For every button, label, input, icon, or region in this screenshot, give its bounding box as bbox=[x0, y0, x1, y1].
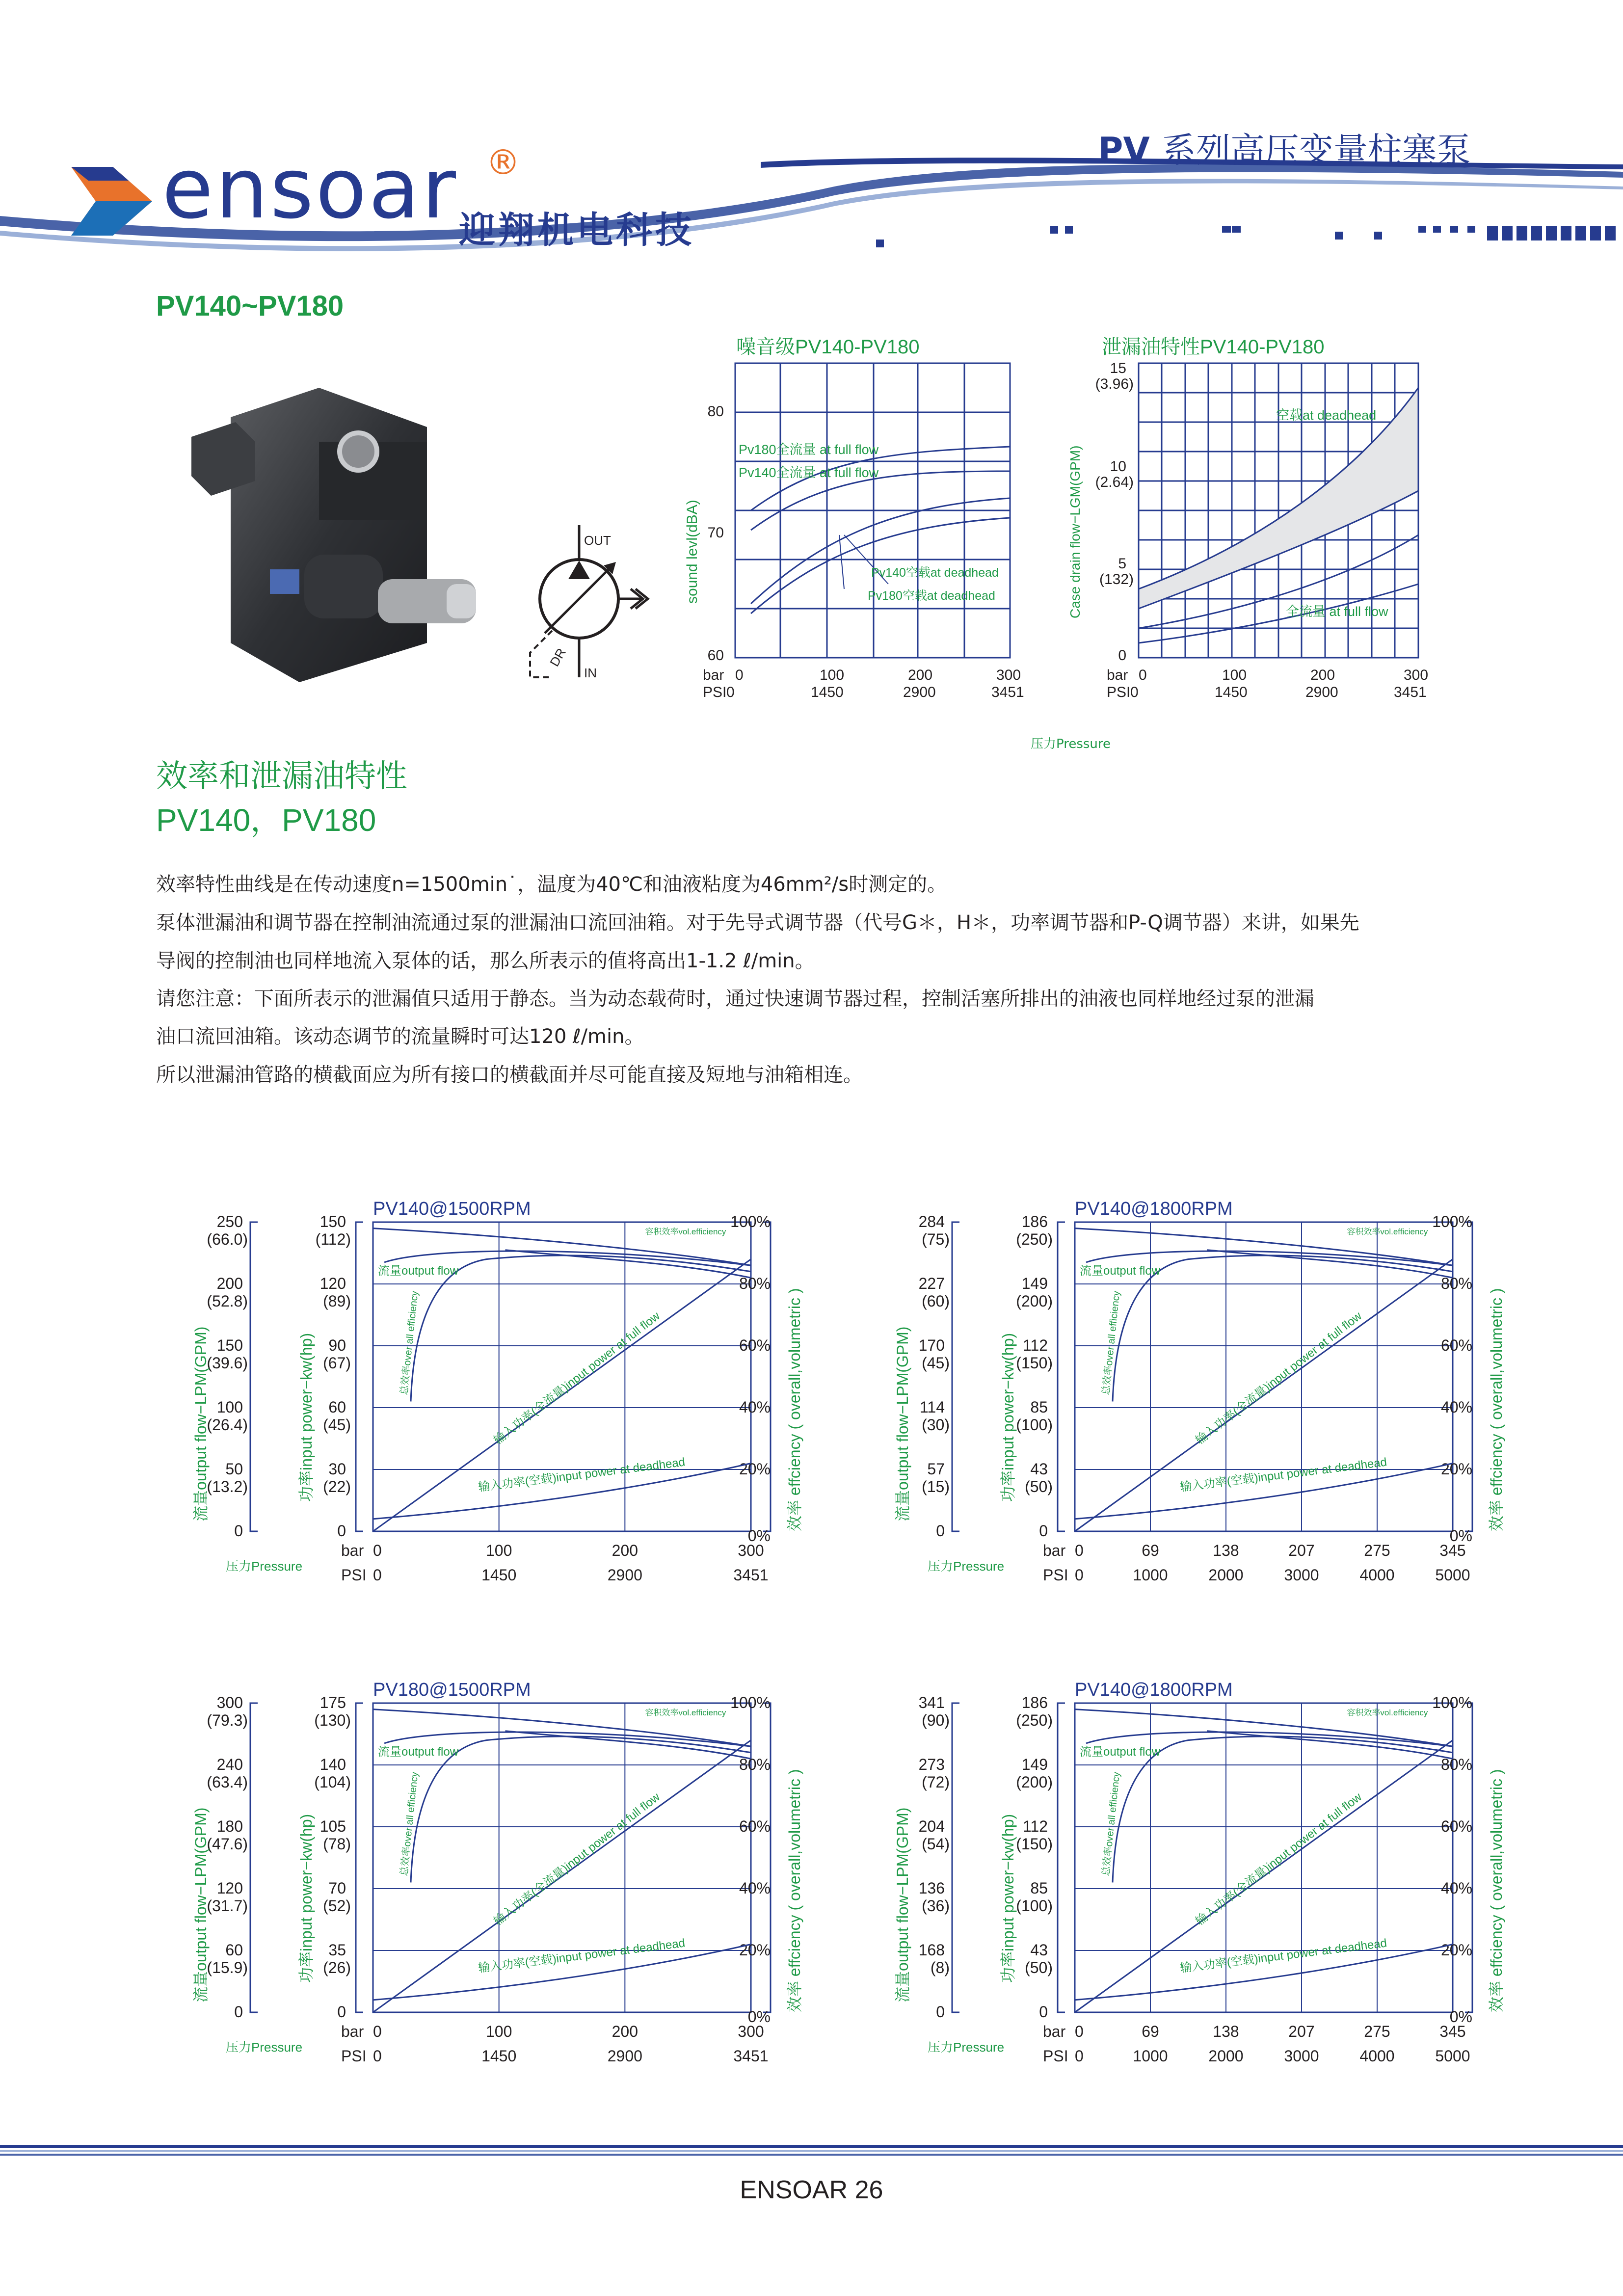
bar-tick: 0 bbox=[373, 1542, 382, 1559]
power-tick: 150 bbox=[319, 1213, 346, 1230]
power-tick: 140 bbox=[319, 1756, 346, 1773]
power-tick: 35 bbox=[328, 1941, 346, 1959]
flow-tick: 204 bbox=[918, 1817, 945, 1835]
drain-xtick: 200 bbox=[1310, 667, 1335, 683]
flow-tick-gpm: (15.9) bbox=[207, 1959, 248, 1976]
pct-tick: 20% bbox=[1440, 1941, 1472, 1959]
power-tick-hp: (150) bbox=[1016, 1835, 1053, 1853]
drain-psitick: 2900 bbox=[1305, 684, 1338, 700]
flow-tick: 200 bbox=[216, 1275, 243, 1292]
noise-grid bbox=[735, 363, 1010, 658]
vol-eff-label: 容积效率vol.efficiency bbox=[645, 1227, 726, 1236]
power-tick: 0 bbox=[1039, 2003, 1048, 2021]
pressure-caption: 压力Pressure bbox=[928, 1559, 1005, 1574]
psi-tick: 1450 bbox=[481, 1566, 517, 1584]
flow-tick: 168 bbox=[918, 1941, 945, 1959]
perf-chart bbox=[849, 1193, 1512, 1634]
flow-axis-title: 流量output flow−LPM(GPM) bbox=[894, 1326, 911, 1522]
bar-tick: 207 bbox=[1288, 2023, 1315, 2040]
psi-tick: 5000 bbox=[1435, 1566, 1470, 1584]
flow-tick: 120 bbox=[216, 1879, 243, 1897]
pct-tick: 100% bbox=[1432, 1694, 1472, 1711]
noise-label-4: Pv180空载at deadhead bbox=[868, 589, 995, 603]
flow-tick-gpm: (15) bbox=[922, 1478, 950, 1495]
flow-tick-gpm: (8) bbox=[930, 1959, 950, 1976]
noise-ytick: 80 bbox=[707, 403, 724, 420]
eff-axis-title: 效率 effciency ( overall,volumetric ) bbox=[1488, 1288, 1505, 1531]
flow-tick-gpm: (45) bbox=[922, 1354, 950, 1372]
bar-tick: 200 bbox=[612, 2023, 639, 2040]
flow-tick: 180 bbox=[216, 1817, 243, 1835]
drain-xtick: 0 bbox=[1139, 667, 1147, 683]
full-flow-power-label: 输入功率(全流量)input power at full flow bbox=[491, 1790, 663, 1928]
pct-tick: 40% bbox=[739, 1398, 771, 1416]
flow-axis-title: 流量output flow−LPM(GPM) bbox=[192, 1807, 210, 2002]
bar-tick: 345 bbox=[1439, 1542, 1466, 1559]
power-tick-hp: (200) bbox=[1016, 1292, 1053, 1310]
drain-chart bbox=[1060, 329, 1448, 712]
power-tick: 85 bbox=[1030, 1879, 1048, 1897]
flow-tick: 240 bbox=[216, 1756, 243, 1773]
drain-xtick: 100 bbox=[1222, 667, 1247, 683]
power-tick-hp: (50) bbox=[1025, 1959, 1053, 1976]
flow-tick-gpm: (30) bbox=[922, 1416, 950, 1434]
deadhead-power-label: 输入功率(空载)input power at deadhead bbox=[1179, 1936, 1388, 1976]
flow-tick: 150 bbox=[216, 1336, 243, 1354]
logo-icon bbox=[71, 167, 152, 236]
perf-chart bbox=[147, 1674, 810, 2115]
vol-eff-label: 容积效率vol.efficiency bbox=[645, 1708, 726, 1717]
bar-tick: 69 bbox=[1142, 2023, 1159, 2040]
pct-tick: 80% bbox=[1440, 1756, 1472, 1773]
pct-tick: 80% bbox=[739, 1756, 771, 1773]
brand-cn: 迎翔机电科技 bbox=[459, 209, 694, 251]
perf-chart-title: PV140@1800RPM bbox=[1075, 1680, 1233, 1700]
flow-tick-gpm: (72) bbox=[922, 1773, 950, 1791]
in-label: IN bbox=[584, 666, 597, 680]
noise-bar-label: bar bbox=[703, 667, 724, 683]
paragraph-line: 所以泄漏油管路的横截面应为所有接口的横截面并尽可能直接及短地与油箱相连。 bbox=[156, 1064, 863, 1086]
bar-tick: 207 bbox=[1288, 1542, 1315, 1559]
flow-tick-gpm: (47.6) bbox=[207, 1835, 248, 1853]
power-tick: 60 bbox=[328, 1398, 346, 1416]
power-tick: 43 bbox=[1030, 1941, 1048, 1959]
bar-tick: 69 bbox=[1142, 1542, 1159, 1559]
bar-tick: 345 bbox=[1439, 2023, 1466, 2040]
flow-axis-title: 流量output flow−LPM(GPM) bbox=[192, 1326, 210, 1522]
power-tick: 30 bbox=[328, 1460, 346, 1478]
drain-psitick: 0 bbox=[1130, 684, 1139, 700]
flow-tick: 0 bbox=[936, 1522, 945, 1540]
pct-tick: 0% bbox=[747, 1527, 771, 1545]
flow-label: 流量output flow bbox=[378, 1745, 459, 1759]
series-prefix: PV bbox=[1098, 130, 1150, 170]
power-axis-title: 功率input power−kw(hp) bbox=[297, 1814, 315, 1983]
psi-tick: 1450 bbox=[481, 2047, 517, 2065]
power-tick-hp: (52) bbox=[323, 1897, 351, 1915]
flow-tick-gpm: (66.0) bbox=[207, 1230, 248, 1248]
flow-tick-gpm: (52.8) bbox=[207, 1292, 248, 1310]
noise-title: 噪音级PV140-PV180 bbox=[736, 336, 920, 358]
drain-psitick: 1450 bbox=[1215, 684, 1248, 700]
pressure-caption: 压力Pressure bbox=[226, 2040, 303, 2055]
noise-xtick: 200 bbox=[908, 667, 933, 683]
pct-tick: 40% bbox=[739, 1879, 771, 1897]
power-tick-hp: (22) bbox=[323, 1478, 351, 1495]
flow-tick-gpm: (31.7) bbox=[207, 1897, 248, 1915]
power-tick: 149 bbox=[1021, 1756, 1048, 1773]
psi-tick: 4000 bbox=[1359, 1566, 1395, 1584]
noise-psitick: 3451 bbox=[991, 684, 1024, 700]
flow-tick: 100 bbox=[216, 1398, 243, 1416]
deadhead-power-label: 输入功率(空载)input power at deadhead bbox=[1179, 1455, 1388, 1495]
efficiency-subtitle: PV140，PV180 bbox=[156, 802, 376, 838]
full-flow-power-label: 输入功率(全流量)input power at full flow bbox=[1193, 1309, 1364, 1447]
flow-tick: 170 bbox=[918, 1336, 945, 1354]
power-axis-title: 功率input power−kw(hp) bbox=[297, 1333, 315, 1502]
pct-tick: 80% bbox=[1440, 1275, 1472, 1292]
drain-ylabel: Case drain flow−LGM(GPM) bbox=[1067, 445, 1083, 618]
pct-tick: 40% bbox=[1440, 1879, 1472, 1897]
flow-axis bbox=[250, 1222, 258, 1531]
flow-label: 流量output flow bbox=[1080, 1745, 1161, 1759]
flow-tick: 50 bbox=[225, 1460, 243, 1478]
pct-tick: 80% bbox=[739, 1275, 771, 1292]
perf-chart-title: PV140@1500RPM bbox=[373, 1199, 531, 1219]
paragraph-line: 请您注意：下面所表示的泄漏值只适用于静态。当为动态载荷时，通过快速调节器过程，控制活塞所排出的油液也同样地经过泵的泄漏 bbox=[156, 988, 1314, 1010]
pct-tick: 60% bbox=[1440, 1817, 1472, 1835]
flow-tick-gpm: (36) bbox=[922, 1897, 950, 1915]
power-tick-hp: (104) bbox=[314, 1773, 351, 1791]
psi-tick: 4000 bbox=[1359, 2047, 1395, 2065]
bar-label: bar bbox=[1043, 2023, 1066, 2040]
pct-tick: 100% bbox=[730, 1213, 771, 1230]
flow-tick: 0 bbox=[234, 2003, 243, 2021]
noise-ytick: 70 bbox=[707, 525, 724, 541]
paragraph-line: 导阀的控制油也同样地流入泵体的话，那么所表示的值将高出1-1.2 ℓ/min。 bbox=[156, 950, 815, 972]
power-tick: 112 bbox=[1022, 1817, 1048, 1835]
drain-ytick: (2.64) bbox=[1095, 474, 1134, 490]
power-tick-hp: (45) bbox=[323, 1416, 351, 1434]
flow-tick: 341 bbox=[918, 1694, 945, 1711]
flow-tick: 227 bbox=[918, 1275, 945, 1292]
perf-chart-title: PV180@1500RPM bbox=[373, 1680, 531, 1700]
drain-psitick: 3451 bbox=[1394, 684, 1427, 700]
power-tick: 43 bbox=[1030, 1460, 1048, 1478]
flow-label: 流量output flow bbox=[1080, 1264, 1161, 1278]
flow-tick-gpm: (39.6) bbox=[207, 1354, 248, 1372]
power-tick: 0 bbox=[337, 1522, 346, 1540]
psi-tick: 1000 bbox=[1133, 2047, 1168, 2065]
pressure-caption: 压力Pressure bbox=[226, 1559, 303, 1574]
power-tick-hp: (78) bbox=[323, 1835, 351, 1853]
flow-tick-gpm: (63.4) bbox=[207, 1773, 248, 1791]
flow-tick: 57 bbox=[927, 1460, 945, 1478]
power-axis bbox=[356, 1222, 363, 1531]
perf-chart-title: PV140@1800RPM bbox=[1075, 1199, 1233, 1219]
power-tick-hp: (200) bbox=[1016, 1773, 1053, 1791]
flow-tick-gpm: (54) bbox=[922, 1835, 950, 1853]
bar-tick: 300 bbox=[738, 2023, 764, 2040]
series-name: 系列高压变量柱塞泵 bbox=[1162, 130, 1471, 170]
paragraph-line: 效率特性曲线是在传动速度n=1500min˙，温度为40℃和油液粘度为46mm²/s时测定的。 bbox=[156, 873, 947, 896]
power-tick-hp: (100) bbox=[1016, 1897, 1053, 1915]
vol-eff-label: 容积效率vol.efficiency bbox=[1347, 1708, 1428, 1717]
flow-axis bbox=[250, 1703, 258, 2012]
eff-axis-title: 效率 effciency ( overall,volumetric ) bbox=[786, 1288, 803, 1531]
drain-ytick: 5 bbox=[1118, 556, 1126, 572]
psi-tick: 3000 bbox=[1284, 2047, 1319, 2065]
pressure-caption: 压力Pressure bbox=[928, 2040, 1005, 2055]
power-tick: 105 bbox=[319, 1817, 346, 1835]
power-tick: 186 bbox=[1021, 1213, 1048, 1230]
bar-tick: 200 bbox=[612, 1542, 639, 1559]
power-axis bbox=[356, 1703, 363, 2012]
pct-tick: 0% bbox=[747, 2008, 771, 2026]
drain-title: 泄漏油特性PV140-PV180 bbox=[1102, 336, 1325, 358]
flow-tick: 0 bbox=[234, 1522, 243, 1540]
flow-tick: 60 bbox=[225, 1941, 243, 1959]
power-tick-hp: (250) bbox=[1016, 1711, 1053, 1729]
noise-ytick: 60 bbox=[707, 647, 724, 664]
efficiency-title: 效率和泄漏油特性 bbox=[156, 758, 407, 795]
deadhead-power-label: 输入功率(空载)input power at deadhead bbox=[478, 1936, 686, 1976]
flow-tick: 284 bbox=[918, 1213, 945, 1230]
pct-tick: 60% bbox=[739, 1336, 771, 1354]
pressure-caption: 压力Pressure bbox=[1031, 737, 1111, 751]
power-tick-hp: (150) bbox=[1016, 1354, 1053, 1372]
psi-tick: 2900 bbox=[607, 2047, 642, 2065]
psi-tick: 0 bbox=[373, 1566, 382, 1584]
eff-axis-title: 效率 effciency ( overall,volumetric ) bbox=[786, 1769, 803, 2012]
hydraulic-symbol bbox=[510, 515, 667, 692]
power-tick-hp: (26) bbox=[323, 1959, 351, 1976]
pct-tick: 20% bbox=[1440, 1460, 1472, 1478]
overall-eff-label: 总效率over all efficiency bbox=[399, 1290, 421, 1396]
power-tick-hp: (50) bbox=[1025, 1478, 1053, 1495]
footer-rule bbox=[0, 2145, 1623, 2160]
pct-tick: 100% bbox=[1432, 1213, 1472, 1230]
power-tick-hp: (89) bbox=[323, 1292, 351, 1310]
noise-label-3: Pv140空载at deadhead bbox=[871, 566, 999, 580]
power-tick: 112 bbox=[1022, 1336, 1048, 1354]
bar-label: bar bbox=[341, 1542, 364, 1559]
drain-label-1: 空载at deadhead bbox=[1276, 408, 1377, 423]
brand-name: ensoar bbox=[162, 140, 458, 238]
eff-axis bbox=[763, 1222, 771, 1531]
noise-chart bbox=[677, 329, 1050, 712]
power-tick-hp: (100) bbox=[1016, 1416, 1053, 1434]
power-tick: 0 bbox=[1039, 1522, 1048, 1540]
out-label: OUT bbox=[584, 533, 611, 548]
pct-tick: 20% bbox=[739, 1460, 771, 1478]
dr-label: DR bbox=[547, 645, 569, 669]
paragraph-line: 泵体泄漏油和调节器在控制油流通过泵的泄漏油口流回油箱。对于先导式调节器（代号G＊，H＊，功率调节器和P-Q调节器）来讲，如果先 bbox=[156, 911, 1359, 934]
psi-tick: 3000 bbox=[1284, 1566, 1319, 1584]
noise-label-2: Pv140全流量 at full flow bbox=[739, 465, 879, 480]
bar-label: bar bbox=[341, 2023, 364, 2040]
power-tick: 186 bbox=[1021, 1694, 1048, 1711]
psi-tick: 3451 bbox=[733, 1566, 769, 1584]
eff-axis bbox=[1465, 1222, 1472, 1531]
drain-psi-label: PSI bbox=[1107, 684, 1131, 700]
bar-tick: 0 bbox=[1075, 1542, 1084, 1559]
power-tick: 0 bbox=[337, 2003, 346, 2021]
power-tick-hp: (130) bbox=[314, 1711, 351, 1729]
noise-psitick: 1450 bbox=[811, 684, 844, 700]
power-axis bbox=[1058, 1703, 1065, 2012]
full-flow-power-label: 输入功率(全流量)input power at full flow bbox=[491, 1309, 663, 1447]
power-tick-hp: (112) bbox=[315, 1230, 351, 1248]
flow-tick-gpm: (75) bbox=[922, 1230, 950, 1248]
pump-photo bbox=[172, 368, 506, 687]
drain-bar-label: bar bbox=[1107, 667, 1128, 683]
psi-tick: 2000 bbox=[1208, 1566, 1244, 1584]
bar-tick: 0 bbox=[1075, 2023, 1084, 2040]
psi-tick: 0 bbox=[1075, 2047, 1084, 2065]
eff-axis bbox=[763, 1703, 771, 2012]
power-axis-title: 功率input power−kw(hp) bbox=[999, 1814, 1017, 1983]
footer-page-number: ENSOAR 26 bbox=[740, 2176, 883, 2204]
power-tick: 70 bbox=[328, 1879, 346, 1897]
deadhead-power-label: 输入功率(空载)input power at deadhead bbox=[478, 1455, 686, 1495]
flow-tick: 300 bbox=[216, 1694, 243, 1711]
bar-tick: 300 bbox=[738, 1542, 764, 1559]
pct-tick: 100% bbox=[730, 1694, 771, 1711]
bar-label: bar bbox=[1043, 1542, 1066, 1559]
pct-tick: 0% bbox=[1449, 1527, 1472, 1545]
noise-label-1: Pv180全流量 at full flow bbox=[739, 442, 879, 457]
psi-label: PSI bbox=[341, 1566, 367, 1584]
drain-ytick: 0 bbox=[1118, 647, 1126, 664]
bar-tick: 275 bbox=[1364, 1542, 1390, 1559]
flow-axis bbox=[952, 1222, 959, 1531]
flow-tick: 0 bbox=[936, 2003, 945, 2021]
flow-axis-title: 流量output flow−LPM(GPM) bbox=[894, 1807, 911, 2002]
power-tick: 90 bbox=[328, 1336, 346, 1354]
power-axis bbox=[1058, 1222, 1065, 1531]
power-axis-title: 功率input power−kw(hp) bbox=[999, 1333, 1017, 1502]
pct-tick: 60% bbox=[1440, 1336, 1472, 1354]
pct-tick: 20% bbox=[739, 1941, 771, 1959]
pct-tick: 60% bbox=[739, 1817, 771, 1835]
flow-tick-gpm: (60) bbox=[922, 1292, 950, 1310]
overall-eff-label: 总效率over all efficiency bbox=[1100, 1290, 1122, 1396]
drain-ytick: 15 bbox=[1110, 360, 1126, 376]
power-tick: 149 bbox=[1021, 1275, 1048, 1292]
flow-tick: 273 bbox=[918, 1756, 945, 1773]
paragraph-line: 油口流回油箱。该动态调节的流量瞬时可达120 ℓ/min。 bbox=[156, 1025, 644, 1048]
flow-tick-gpm: (26.4) bbox=[207, 1416, 248, 1434]
bar-tick: 100 bbox=[485, 1542, 512, 1559]
perf-chart bbox=[147, 1193, 810, 1634]
flow-tick-gpm: (13.2) bbox=[207, 1478, 248, 1495]
psi-label: PSI bbox=[1043, 1566, 1068, 1584]
power-tick: 120 bbox=[319, 1275, 346, 1292]
bar-tick: 138 bbox=[1213, 1542, 1239, 1559]
bar-tick: 0 bbox=[373, 2023, 382, 2040]
power-tick-hp: (250) bbox=[1016, 1230, 1053, 1248]
pct-tick: 0% bbox=[1449, 2008, 1472, 2026]
noise-psi-label: PSI bbox=[703, 684, 727, 700]
drain-ytick: 10 bbox=[1110, 458, 1126, 475]
psi-tick: 2900 bbox=[607, 1566, 642, 1584]
psi-tick: 0 bbox=[373, 2047, 382, 2065]
bar-tick: 100 bbox=[485, 2023, 512, 2040]
psi-tick: 3451 bbox=[733, 2047, 769, 2065]
power-tick: 85 bbox=[1030, 1398, 1048, 1416]
flow-tick-gpm: (79.3) bbox=[207, 1711, 248, 1729]
bar-tick: 138 bbox=[1213, 2023, 1239, 2040]
flow-tick: 114 bbox=[919, 1398, 945, 1416]
flow-tick: 250 bbox=[216, 1213, 243, 1230]
flow-tick-gpm: (90) bbox=[922, 1711, 950, 1729]
psi-tick: 2000 bbox=[1208, 2047, 1244, 2065]
psi-label: PSI bbox=[1043, 2047, 1068, 2065]
overall-eff-label: 总效率over all efficiency bbox=[399, 1771, 421, 1877]
pct-tick: 40% bbox=[1440, 1398, 1472, 1416]
vol-eff-label: 容积效率vol.efficiency bbox=[1347, 1227, 1428, 1236]
full-flow-power-label: 输入功率(全流量)input power at full flow bbox=[1193, 1790, 1364, 1928]
drain-ytick: (3.96) bbox=[1095, 376, 1134, 392]
perf-chart bbox=[849, 1674, 1512, 2115]
drain-xtick: 300 bbox=[1404, 667, 1429, 683]
psi-label: PSI bbox=[341, 2047, 367, 2065]
noise-xtick: 0 bbox=[735, 667, 744, 683]
model-title: PV140~PV180 bbox=[156, 290, 344, 322]
decorative-dots bbox=[876, 226, 1616, 247]
noise-psitick: 0 bbox=[726, 684, 735, 700]
flow-tick: 136 bbox=[918, 1879, 945, 1897]
psi-tick: 0 bbox=[1075, 1566, 1084, 1584]
noise-xtick: 100 bbox=[820, 667, 845, 683]
overall-eff-label: 总效率over all efficiency bbox=[1100, 1771, 1122, 1877]
psi-tick: 1000 bbox=[1133, 1566, 1168, 1584]
flow-label: 流量output flow bbox=[378, 1264, 459, 1278]
power-tick: 175 bbox=[319, 1694, 346, 1711]
flow-axis bbox=[952, 1703, 959, 2012]
eff-axis bbox=[1465, 1703, 1472, 2012]
noise-ylabel: sound levl(dBA) bbox=[684, 500, 700, 604]
drain-ytick: (132) bbox=[1099, 571, 1134, 587]
noise-psitick: 2900 bbox=[903, 684, 936, 700]
noise-xtick: 300 bbox=[996, 667, 1021, 683]
drain-label-2: 全流量 at full flow bbox=[1286, 604, 1388, 619]
bar-tick: 275 bbox=[1364, 2023, 1390, 2040]
registered-mark: ® bbox=[486, 142, 520, 183]
series-title bbox=[1098, 123, 1471, 172]
eff-axis-title: 效率 effciency ( overall,volumetric ) bbox=[1488, 1769, 1505, 2012]
power-tick-hp: (67) bbox=[323, 1354, 351, 1372]
psi-tick: 5000 bbox=[1435, 2047, 1470, 2065]
